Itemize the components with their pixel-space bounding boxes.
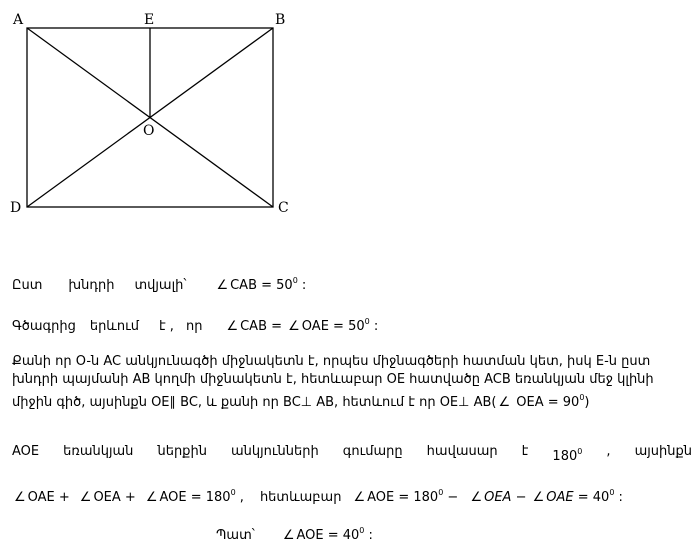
computation-line — [12, 484, 623, 507]
answer-line — [216, 522, 373, 545]
angle-symbol: ∠ — [288, 319, 300, 334]
word: ներքին — [157, 444, 207, 459]
reasoning-paragraph — [12, 353, 692, 412]
expression: OAE + — [27, 490, 70, 505]
value-180 — [552, 443, 582, 466]
word: է — [521, 444, 529, 459]
angle-symbol: ∠ — [282, 528, 295, 543]
degree: 0 — [359, 526, 365, 535]
word: Գծագրից — [12, 319, 76, 334]
punct: : — [364, 528, 373, 543]
punct: , — [235, 490, 244, 505]
angle-symbol: ∠ — [145, 490, 158, 505]
word: որ — [185, 319, 203, 334]
label-c: C — [278, 200, 289, 216]
word: տվյալի՝ — [134, 278, 187, 293]
word: AOE — [12, 444, 40, 459]
given-line — [12, 272, 306, 295]
expression: OEA + — [93, 490, 136, 505]
angle-symbol: ∠ — [216, 278, 229, 293]
word: հավասար — [426, 444, 498, 459]
paragraph-line: խնդրի պայմանի AB կողմի միջնակետն է, հետևաբար OE հատվածը ACB եռանկյան մեջ կլինի — [12, 372, 654, 387]
degree: 0 — [609, 488, 615, 497]
punct: : — [297, 278, 307, 293]
punct: : — [614, 490, 623, 505]
degree: 0 — [364, 317, 370, 326]
angle-symbol: ∠ — [79, 490, 92, 505]
geometry-figure — [0, 0, 700, 230]
expression: CAB = — [240, 319, 287, 334]
degree: 0 — [292, 276, 298, 285]
operator: − — [443, 490, 463, 505]
angle-sum-line — [12, 443, 692, 466]
expression: OAE = 50 — [301, 319, 365, 334]
degree: 0 — [577, 447, 583, 456]
label-e: E — [144, 12, 155, 28]
label-d: D — [10, 200, 22, 216]
degree: 0 — [579, 393, 585, 402]
text: միջին գիծ, այսինքն OE∥ BC, և քանի որ BC⊥ AB, հետևում է որ OE⊥ AB( — [12, 395, 497, 410]
punct: ) — [584, 395, 590, 410]
word: խնդրի — [68, 278, 115, 293]
expression: AOE = 180 — [159, 490, 231, 505]
expression: OEA − — [484, 490, 531, 505]
word: այսինքն — [634, 444, 692, 459]
expression: = 40 — [573, 490, 610, 505]
label-a: A — [13, 12, 24, 28]
expression: AOE = 180 — [367, 490, 439, 505]
angle-symbol: ∠ — [353, 490, 366, 505]
expression: OEA = 90 — [512, 395, 580, 410]
figure-observation-line — [12, 313, 378, 336]
expression: OAE — [546, 490, 574, 505]
degree: 0 — [230, 488, 236, 497]
word: եռանկյան — [63, 444, 134, 459]
word: երևում — [89, 319, 139, 334]
expression: CAB = 50 — [230, 278, 293, 293]
angle-symbol: ∠ — [226, 319, 239, 334]
paragraph-line — [12, 389, 692, 412]
word: գումարը — [342, 444, 403, 459]
answer-label: Պատ՝ — [216, 528, 255, 543]
word: է , — [158, 319, 174, 334]
word: հետևաբար — [259, 490, 342, 505]
punct: : — [369, 319, 379, 334]
paragraph-line: Քանի որ O-ն AC անկյունագծի միջնակետն է, որպես միջնագծերի հատման կետ, իսկ E-ն ըստ — [12, 354, 651, 369]
angle-symbol: ∠ — [532, 490, 545, 505]
word: անկյունների — [230, 444, 319, 459]
word: Ըստ — [12, 278, 43, 293]
answer-value: AOE = 40 — [296, 528, 360, 543]
punct: , — [606, 444, 611, 459]
number: 180 — [552, 449, 578, 464]
angle-symbol: ∠ — [14, 490, 26, 505]
angle-symbol: ∠ — [498, 395, 511, 410]
label-o: O — [143, 123, 155, 139]
label-b: B — [275, 12, 286, 28]
angle-symbol: ∠ — [470, 490, 483, 505]
degree: 0 — [438, 488, 444, 497]
